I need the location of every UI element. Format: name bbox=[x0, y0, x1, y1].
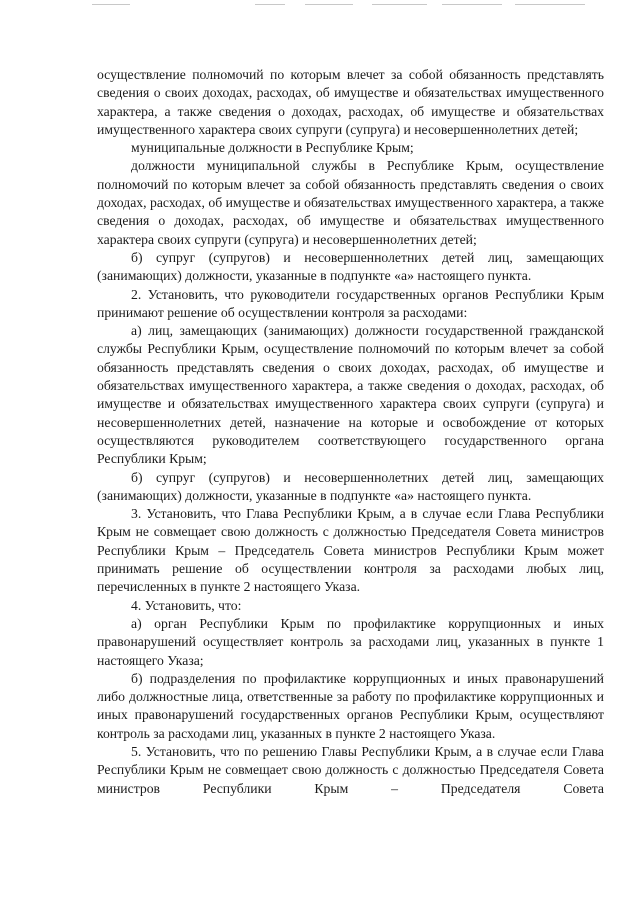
paragraph-continuation: осуществление полномочий по которым влечет за собой обязанность представлять сведения о своих доходах, расходах, об имуществе и обязательствах имущественного характера, а также сведения о доходах, расходах, об имуществе и обязательствах имущественного характера своих супруги (супруга) и несовершеннолетних детей; bbox=[97, 67, 604, 137]
paragraph-item-4: 4. Установить, что: bbox=[131, 597, 242, 613]
paragraph-item-3: 3. Установить, что Глава Республики Крым, а в случае если Глава Республики Крым не совмещает свою должность с должностью Председателя Совета министров Республики Крым – Председатель Совета министров Республики Крым может принимать решение об осуществлении контроля за расходами любых лиц, перечисленных в пункте 2 настоящего Указа. bbox=[97, 506, 604, 595]
paragraph-item-2: 2. Установить, что руководители государственных органов Республики Крым принимают решение об осуществлении контроля за расходами: bbox=[97, 286, 604, 320]
paragraph-2a: а) лиц, замещающих (занимающих) должности государственной гражданской службы Республики Крым, осуществление полномочий по которым влечет за собой обязанность представлять сведения о своих доходах, расходах, об имуществе и обязательствах имущественного характера, а также сведения о доходах, расходах, об имуществе и обязательствах имущественного характера своих супруги (супруга) и несовершеннолетних детей, назначение на которые и освобождение от которых осуществляются руководителем соответствующего государственного органа Республики Крым; bbox=[97, 323, 604, 467]
paragraph-4a: а) орган Республики Крым по профилактике коррупционных и иных правонарушений осуществляет контроль за расходами лиц, указанных в пункте 1 настоящего Указа; bbox=[97, 615, 604, 668]
paragraph-2b-spouses: б) супруг (супругов) и несовершеннолетних детей лиц, замещающих (занимающих) должности, указанные в подпункте «а» настоящего пункта. bbox=[97, 469, 604, 503]
scan-mark bbox=[305, 4, 353, 5]
document-body bbox=[97, 66, 604, 798]
scan-mark bbox=[255, 4, 285, 5]
paragraph-municipal-positions: муниципальные должности в Республике Крым; bbox=[131, 140, 414, 156]
scan-mark bbox=[92, 4, 130, 5]
scan-mark bbox=[515, 4, 585, 5]
scan-mark bbox=[372, 4, 427, 5]
paragraph-4b: б) подразделения по профилактике коррупционных и иных правонарушений либо должностные лица, ответственные за работу по профилактике коррупционных и иных правонарушений государственных органов Республики Крым, осуществляют контроль за расходами лиц, указанных в пункте 2 настоящего Указа. bbox=[97, 670, 604, 741]
paragraph-municipal-service: должности муниципальной службы в Республике Крым, осуществление полномочий по которым влечет за собой обязанность представлять сведения о своих доходах, расходах, об имуществе и обязательствах имущественного характера, а также сведения о доходах, расходах, об имуществе и обязательствах имущественного характера своих супруги (супруга) и несовершеннолетних детей; bbox=[97, 158, 604, 247]
paragraph-1b-spouses: б) супруг (супругов) и несовершеннолетних детей лиц, замещающих (занимающих) должности, указанные в подпункте «а» настоящего пункта. bbox=[97, 249, 604, 284]
scan-mark bbox=[442, 4, 502, 5]
scan-edge-marks bbox=[0, 0, 640, 12]
paragraph-item-5: 5. Установить, что по решению Главы Республики Крым, а в случае если Глава Республики Крым не совмещает свою должность с должностью Председателя Совета министров Республики Крым – Председателя Совета bbox=[97, 743, 604, 796]
